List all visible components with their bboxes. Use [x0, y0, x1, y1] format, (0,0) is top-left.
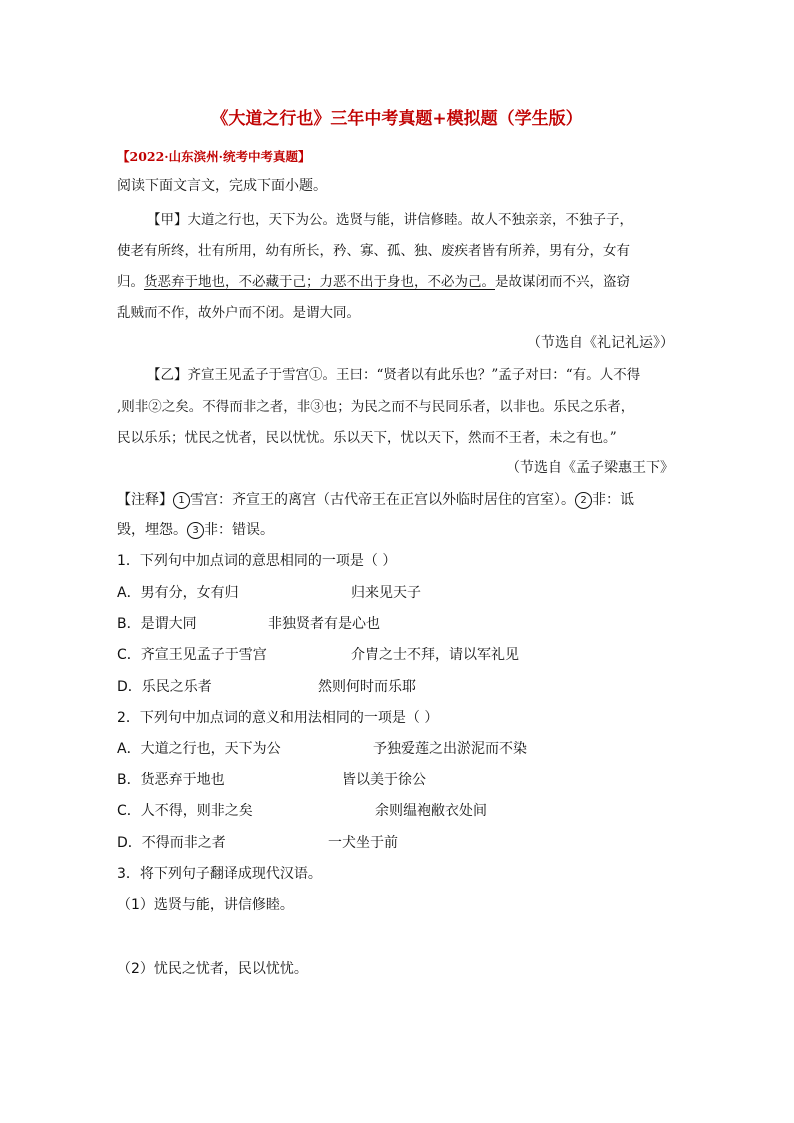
q2-option-b-compare: 皆以美于徐公 [342, 772, 426, 788]
notes-line-2 [117, 519, 274, 539]
instruction-text: 阅读下面文言文，完成下面小题。 [117, 178, 327, 194]
q1-option-d: D．乐民之乐者 [117, 679, 212, 695]
passage-jia-line-4: 乱贼而不作，故外户而不闭。是谓大同。 [117, 305, 360, 321]
passage-jia-line-1: 【甲】大道之行也，天下为公。选贤与能，讲信修睦。故人不独亲亲，不独子子， [147, 212, 633, 228]
passage-jia-line-3-pre: 归。 [117, 274, 144, 290]
q2-option-a-compare: 予独爱莲之出淤泥而不染 [373, 741, 527, 757]
note-2-text: 非：诋 [592, 492, 634, 508]
passage-jia-line-3-post: 是故谋闭而不兴，盗窃 [495, 274, 630, 290]
underlined-sentence: 货恶弃于地也，不必藏于己；力恶不出于身也，不必为己。 [144, 274, 495, 290]
passage-yi-line-2: ,则非②之矣。不得而非之者，非③也；为民之而不与民同乐者，以非也。乐民之乐者， [117, 399, 635, 415]
note-1-text: 雪宫：齐宣王的离宫（古代帝王在正宫以外临时居住的宫室）。 [190, 492, 575, 508]
question-1-stem: 1．下列句中加点词的意思相同的一项是（ ） [117, 553, 397, 569]
note-marker-1: 1 [173, 492, 190, 509]
q2-option-b: B．货恶弃于地也 [117, 772, 225, 788]
notes-line-1 [117, 489, 634, 509]
note-marker-3: 3 [187, 522, 204, 539]
passage-jia-line-2: 使老有所终，壮有所用，幼有所长，矜、寡、孤、独、废疾者皆有所养，男有分，女有 [117, 243, 630, 259]
q2-option-c-compare: 余则缊袍敝衣处间 [375, 803, 487, 819]
q1-option-a-compare: 归来见天子 [351, 585, 421, 601]
note-3-text: 非：错误。 [204, 522, 274, 538]
q2-option-a: A．大道之行也，天下为公 [117, 741, 281, 757]
q1-option-d-compare: 然则何时而乐耶 [318, 679, 416, 695]
passage-jia-line-3 [117, 270, 630, 290]
q3-sub-1: （1）选贤与能，讲信修睦。 [117, 897, 294, 913]
note-2-continued: 毁，埋怨。 [117, 522, 187, 538]
note-marker-2: 2 [575, 492, 592, 509]
q1-option-b-compare: 非独贤者有是心也 [268, 616, 380, 632]
q1-option-a: A．男有分，女有归 [117, 585, 239, 601]
q1-option-b: B．是谓大同 [117, 616, 197, 632]
passage-yi-line-3: 民以乐乐；忧民之忧者，民以忧忧。乐以天下，忧以天下，然而不王者，未之有也。” [117, 430, 617, 446]
question-2-stem: 2．下列句中加点词的意义和用法相同的一项是（ ） [117, 710, 439, 726]
q2-option-d: D．不得而非之者 [117, 835, 226, 851]
question-3-stem: 3．将下列句子翻译成现代汉语。 [117, 866, 322, 882]
source-tag: 【2022·山东滨州·统考中考真题】 [117, 149, 311, 164]
q3-sub-2: （2）忧民之忧者，民以忧忧。 [117, 961, 308, 977]
q2-option-d-compare: 一犬坐于前 [328, 835, 398, 851]
notes-label: 【注释】 [117, 492, 173, 508]
q1-option-c-compare: 介胄之士不拜，请以军礼见 [351, 647, 519, 663]
passage-yi-line-1: 【乙】齐宣王见孟子于雪宫①。王曰：“贤者以有此乐也？”孟子对曰：“有。人不得 [147, 367, 641, 383]
document-title: 《大道之行也》三年中考真题+模拟题（学生版） [211, 109, 583, 129]
q2-option-c: C．人不得，则非之矣 [117, 803, 253, 819]
passage-yi-source: （节选自《孟子梁惠王下》 [506, 460, 674, 476]
q1-option-c: C．齐宣王见孟子于雪宫 [117, 647, 267, 663]
passage-jia-source: （节选自《礼记礼运》） [527, 335, 674, 351]
